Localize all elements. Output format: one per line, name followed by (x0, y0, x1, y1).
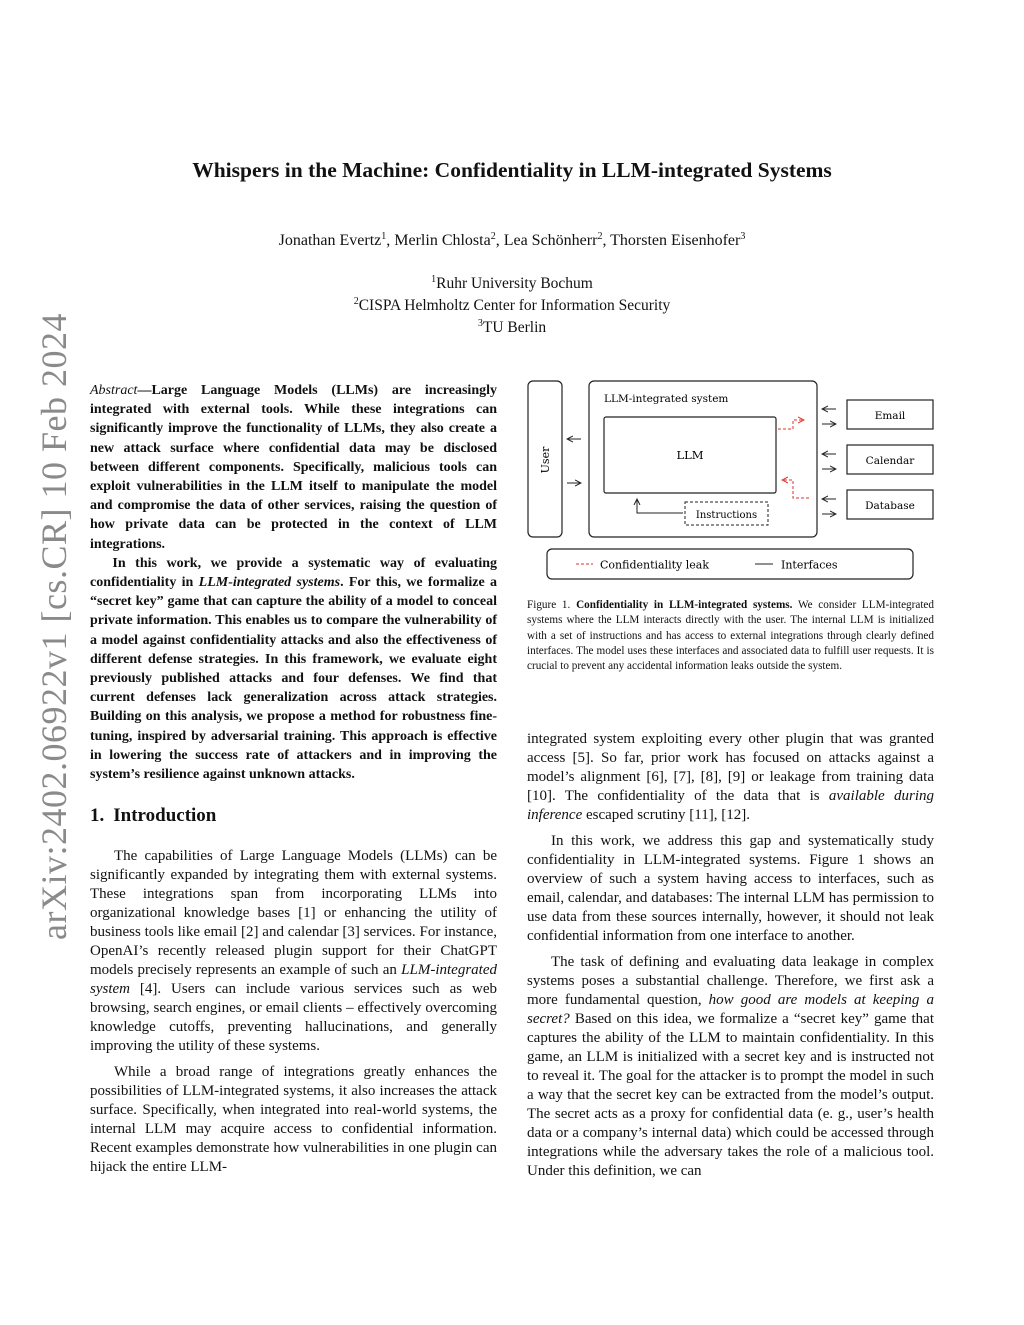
leak-arrow-out (778, 420, 804, 429)
affiliation: $^3$TU Berlin (477, 318, 547, 336)
llm-label: LLM (676, 448, 704, 462)
caption-title: Confidentiality in LLM-integrated systems. (576, 599, 793, 611)
author-name: Lea Schönherr (503, 232, 598, 249)
leak-arrow-in (782, 480, 809, 498)
author-affil-mark: 2 (490, 231, 496, 242)
author-affil-mark: 1 (381, 231, 387, 242)
system-label: LLM-integrated system (604, 393, 729, 405)
body-paragraph: integrated system exploiting every other plugin that was granted access [5]. So far, prior work has focused on attacks against a model’s alignment [6], [7], [8], [9] or leakage from training data [10]. The confidentiality of the data that is available during inference escaped scrutiny [11], [12]. (527, 731, 934, 823)
abstract-paragraph: Abstract—Large Language Models (LLMs) are increasingly integrated with external tools. While these integrations can significantly improve the functionality of LLMs, they also create a new attack surface where confidential data may be disclosed between different components. Specifically, malicious tools can exploit vulnerabilities in the LLM itself to manipulate the model and compromise the data of other services, raising the question of how private data can be protected in the context of LLM integrations. (90, 383, 497, 552)
left-column (90, 381, 497, 1177)
instructions-arrow (637, 499, 683, 513)
author-name: Jonathan Evertz (278, 232, 382, 249)
paper-title: Whispers in the Machine: Confidentiality in LLM-integrated Systems (192, 158, 832, 182)
affiliation-list (0, 273, 1024, 339)
legend-interfaces-label: Interfaces (781, 558, 838, 572)
body-paragraph: The capabilities of Large Language Models (LLMs) can be significantly expanded by integrating them with external systems. These integrations span from incorporating LLMs into organizational knowledge bases [1] or enhancing the utility of business tools like email [2] and calendar [3] services. For instance, OpenAI’s recently released plugin support for their ChatGPT models precisely represents an example of such an LLM-integrated system [4]. Users can include various services such as web browsing, search engines, or email clients – effectively overcoming knowledge cutoffs, preventing hallucinations, and generally improving the utility of these systems. (90, 848, 497, 1055)
author-affil-mark: 2 (597, 231, 603, 242)
email-label: Email (874, 410, 906, 422)
author-name: Thorsten Eisenhofer (610, 232, 741, 249)
caption-text: We consider LLM-integrated systems where the LLM interacts directly with the user. The internal LLM is initialized with a set of instructions and has access to external integrations through clearly defined interfaces. The model uses these interfaces and associated data to fulfill user requests. It is crucial to prevent any accidental information leaks outside the system. (527, 599, 934, 673)
abstract-lead: Abstract (90, 383, 138, 398)
author-list: Jonathan Evertz$^1$, Merlin Chlosta$^2$, Lea Schönherr$^2$, Thorsten Eisenhofer$^3$ (278, 231, 746, 249)
calendar-label: Calendar (865, 455, 915, 467)
arxiv-identifier: arXiv:2402.06922v1 [cs.CR] 10 Feb 2024 (34, 313, 74, 940)
body-paragraph: The task of defining and evaluating data leakage in complex systems poses a substantial challenge. Therefore, we first ask a more fundamental question, how good are models at keeping a secret? Based on this idea, we formalize a “secret key” game that captures the ability of the LLM to maintain confidentiality. In this game, an LLM is initialized with a secret key and is instructed not to reveal it. The goal for the attacker is to prompt the model in such a way that the secret key can be extracted from the model’s output. The secret acts as a proxy for confidential data (e. g., user’s health data or a company’s internal data) which could be accessed through integrations while the adversary takes the role of a malicious tool. Under this definition, we can (527, 954, 935, 1179)
affiliation: $^2$CISPA Helmholtz Center for Information Security (353, 296, 671, 314)
figure-1-diagram (527, 380, 937, 585)
abstract (90, 381, 497, 784)
database-label: Database (865, 500, 915, 512)
section-heading: 1. Introduction (90, 805, 217, 827)
instructions-label: Instructions (695, 510, 758, 521)
author-name: Merlin Chlosta (394, 232, 491, 249)
right-column (527, 730, 934, 1181)
user-label: User (539, 446, 552, 474)
affiliation: $^1$Ruhr University Bochum (431, 274, 593, 292)
body-paragraph: While a broad range of integrations greatly enhances the possibilities of LLM-integrated systems, it also increases the attack surface. Specifically, when integrated into real-world systems, the internal LLM may acquire access to confidential information. Recent examples demonstrate how vulnerabilities in one plugin can hijack the entire LLM- (90, 1064, 497, 1176)
legend-leak-label: Confidentiality leak (600, 558, 710, 572)
body-paragraph: In this work, we address this gap and systematically study confidentiality in LLM-integrated systems. Figure 1 shows an overview of such a system having access to interfaces, such as email, calendar, and databases: The internal LLM has permission to use data from these sources internally, however, it should not leak confidential information from one interface to another. (527, 833, 934, 944)
author-affil-mark: 3 (740, 231, 746, 242)
caption-label: Figure 1. (527, 599, 571, 611)
abstract-paragraph: In this work, we provide a systematic way of evaluating confidentiality in LLM-integrated systems. For this, we formalize a “secret key” game that can capture the ability of a model to conceal private information. This enables us to compare the vulnerability of a model against confidentiality attacks and also the effectiveness of different defense strategies. In this framework, we evaluate eight previously published attacks and four defenses. We find that current defenses lack generalization across attack strategies. Building on this analysis, we propose a method for robustness fine-tuning, inspired by adversarial training. This approach is effective in lowering the success rate of attackers and in improving the system’s resilience against unknown attacks. (90, 555, 497, 783)
figure-caption (527, 598, 934, 674)
